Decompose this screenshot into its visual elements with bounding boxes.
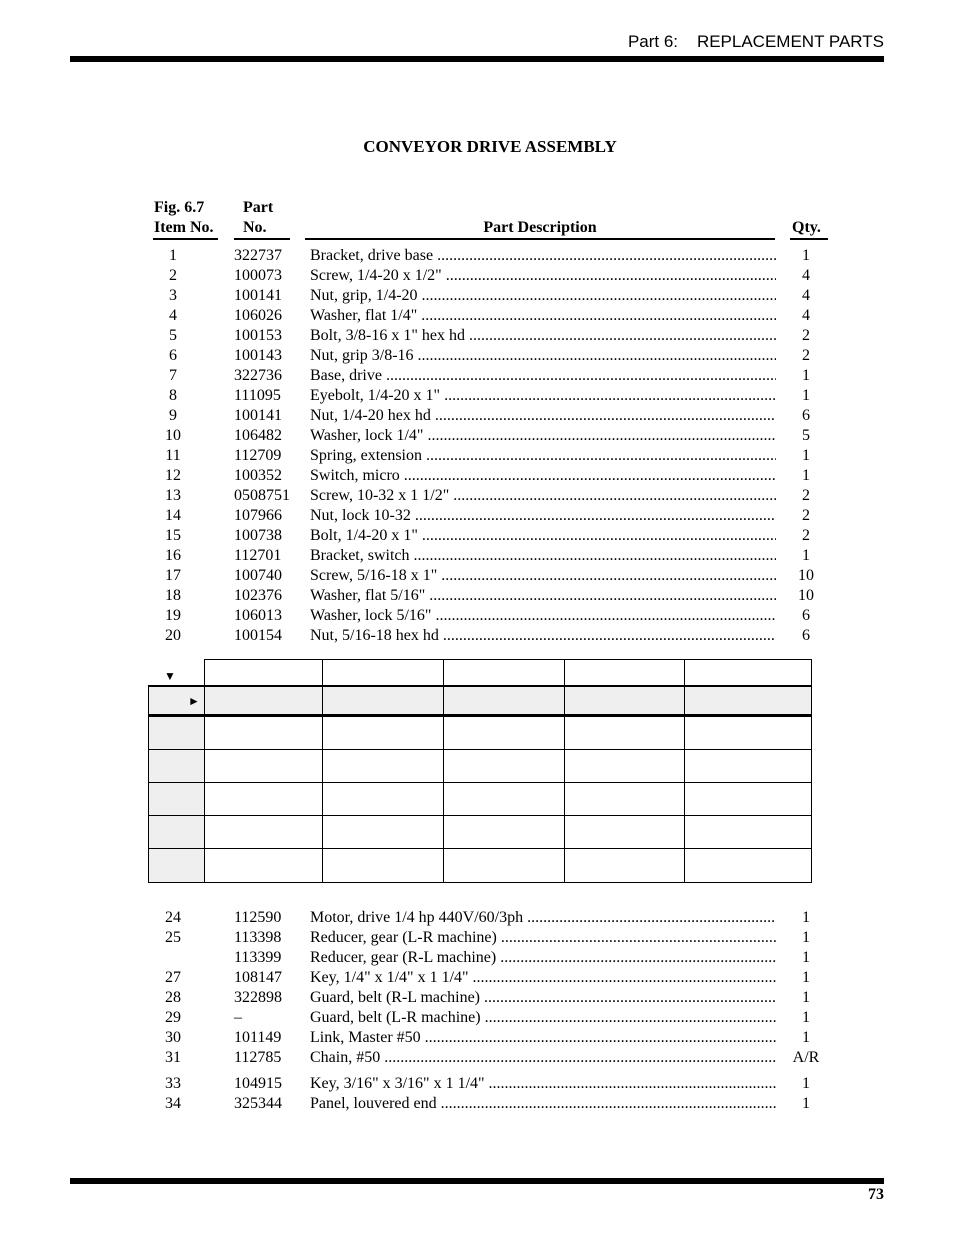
grid-cell [204,815,322,848]
part-no-header [243,198,273,238]
part-quantity: 1 [802,1095,810,1112]
grid-cell [204,782,322,815]
row-marker-icon: ► [188,694,200,708]
part-quantity: 4 [802,267,810,284]
item-number: 18 [165,587,181,604]
part-description: Bolt, 1/4-20 x 1" ..... [310,526,776,546]
part-number: 100738 [234,527,282,544]
parts-row [0,586,954,606]
parts-row [0,386,954,406]
part-quantity: 6 [802,407,810,424]
part-number: 101149 [234,1029,282,1046]
part-description: Eyebolt, 1/4-20 x 1" ..... [310,386,776,406]
item-number: 7 [169,367,177,384]
section-label: Part 6: [627,32,679,51]
item-number: 34 [165,1095,181,1112]
part-quantity: 1 [802,1075,810,1092]
top-rule [70,56,884,62]
section-title: REPLACEMENT PARTS [696,32,884,51]
item-number: 9 [169,407,177,424]
parts-row [0,366,954,386]
parts-row [0,286,954,306]
parts-row [0,908,954,928]
item-number: 16 [165,547,181,564]
parts-grid-table [148,659,812,883]
parts-row [0,346,954,366]
item-number: 33 [165,1075,181,1092]
part-number: 322736 [234,367,282,384]
running-head [628,32,884,52]
part-number: 325344 [234,1095,282,1112]
parts-row [0,606,954,626]
item-number: 13 [165,487,181,504]
item-number: 24 [165,909,181,926]
parts-row [0,988,954,1008]
part-quantity: 1 [802,989,810,1006]
part-description: Nut, 5/16-18 hex hd ..... [310,626,776,646]
item-number: 5 [169,327,177,344]
parts-row [0,526,954,546]
parts-row [0,546,954,566]
grid-cell [443,659,564,685]
part-number: 100740 [234,567,282,584]
part-number: 100143 [234,347,282,364]
parts-row [0,1028,954,1048]
grid-cell [564,749,684,782]
grid-cell [443,749,564,782]
grid-cell [684,815,812,848]
grid-cell [322,749,443,782]
grid-cell [204,659,322,685]
part-description: Washer, flat 5/16" ..... [310,586,776,606]
part-description: Nut, grip 3/8-16 ..... [310,346,776,366]
part-header-line2: No. [243,219,267,236]
part-quantity: 2 [802,487,810,504]
grid-cell [148,749,204,782]
part-description: Nut, lock 10-32 ..... [310,506,776,526]
part-header-line1: Part [243,199,274,216]
item-number: 11 [165,447,181,464]
grid-cell [204,848,322,883]
part-description: Chain, #50 ..... [310,1048,776,1068]
part-description: Screw, 10-32 x 1 1/2" ..... [310,486,776,506]
grid-cell [322,716,443,749]
grid-cell [443,782,564,815]
parts-row [0,406,954,426]
part-quantity: 1 [802,387,810,404]
item-number: 15 [165,527,181,544]
grid-cell [322,848,443,883]
item-number: 2 [169,267,177,284]
part-description: Spring, extension ..... [310,446,776,466]
part-quantity: 1 [802,909,810,926]
parts-row [0,326,954,346]
grid-cell [684,848,812,883]
parts-row [0,948,954,968]
grid-cell [204,685,322,716]
item-number: 20 [165,627,181,644]
part-header-underline [234,238,290,240]
part-quantity: 6 [802,627,810,644]
parts-row [0,566,954,586]
part-number: 111095 [234,387,281,404]
item-number: 14 [165,507,181,524]
parts-row [0,426,954,446]
part-number: 112785 [234,1049,282,1066]
grid-cell [322,685,443,716]
grid-cell [564,782,684,815]
part-number: 113399 [234,949,282,966]
grid-cell [684,782,812,815]
part-quantity: 1 [802,1029,810,1046]
item-number: 8 [169,387,177,404]
grid-cell [684,716,812,749]
part-number: 106482 [234,427,282,444]
parts-row [0,466,954,486]
part-quantity: 1 [802,1009,810,1026]
column-marker-icon: ▼ [164,669,176,683]
part-number: 106026 [234,307,282,324]
part-description: Bracket, switch ..... [310,546,776,566]
part-number: 113398 [234,929,282,946]
part-description: Reducer, gear (L-R machine) ..... [310,928,776,948]
part-number: 102376 [234,587,282,604]
parts-row [0,626,954,646]
part-description: Nut, 1/4-20 hex hd ..... [310,406,776,426]
item-number: 4 [169,307,177,324]
part-description-header: Part Description [483,219,597,236]
part-description: Base, drive ..... [310,366,776,386]
item-number: 27 [165,969,181,986]
page-number: 73 [868,1186,884,1203]
grid-cell [564,659,684,685]
part-number: 322737 [234,247,282,264]
part-description: Nut, grip, 1/4-20 ..... [310,286,776,306]
parts-row [0,486,954,506]
part-quantity: A/R [792,1049,820,1066]
part-quantity: 1 [802,247,810,264]
item-number: 25 [165,929,181,946]
grid-cell [322,659,443,685]
part-number: 0508751 [234,487,290,504]
part-description: Link, Master #50 ..... [310,1028,776,1048]
parts-row [0,246,954,266]
grid-cell [684,685,812,716]
part-quantity: 2 [802,527,810,544]
part-quantity: 2 [802,327,810,344]
qty-header-underline [790,238,828,240]
parts-row [0,506,954,526]
part-number: 100141 [234,407,282,424]
description-header-underline [305,238,775,240]
part-description: Key, 3/16" x 3/16" x 1 1/4" ..... [310,1074,776,1094]
part-description: Bracket, drive base ..... [310,246,776,266]
parts-row [0,266,954,286]
part-description: Panel, louvered end ..... [310,1094,776,1114]
part-quantity: 1 [802,949,810,966]
parts-row [0,1074,954,1094]
page-title: CONVEYOR DRIVE ASSEMBLY [363,137,617,156]
grid-cell [443,848,564,883]
part-quantity: 1 [802,447,810,464]
grid-cell [204,749,322,782]
grid-cell [564,815,684,848]
part-number: 100141 [234,287,282,304]
part-description: Switch, micro ..... [310,466,776,486]
item-number: 28 [165,989,181,1006]
part-description: Key, 1/4" x 1/4" x 1 1/4" ..... [310,968,776,988]
part-number: 100154 [234,627,282,644]
part-description: Washer, lock 1/4" ..... [310,426,776,446]
parts-row [0,1008,954,1028]
part-description: Washer, lock 5/16" ..... [310,606,776,626]
parts-row [0,446,954,466]
part-number: 112709 [234,447,282,464]
part-quantity: 6 [802,607,810,624]
qty-header: Qty. [792,219,821,236]
item-number: 1 [169,247,177,264]
part-quantity: 10 [798,587,814,604]
grid-cell [684,749,812,782]
part-description: Screw, 1/4-20 x 1/2" ..... [310,266,776,286]
item-number: 3 [169,287,177,304]
part-number: 100153 [234,327,282,344]
parts-row [0,1094,954,1114]
item-number: 17 [165,567,181,584]
item-number: 31 [165,1049,181,1066]
grid-cell [204,716,322,749]
grid-cell [564,848,684,883]
part-quantity: 1 [802,467,810,484]
parts-row [0,968,954,988]
part-description: Motor, drive 1/4 hp 440V/60/3ph ..... [310,908,776,928]
grid-cell [564,716,684,749]
part-quantity: 5 [802,427,810,444]
item-header-line2: Item No. [154,219,214,236]
bottom-rule [70,1178,884,1184]
part-number: 104915 [234,1075,282,1092]
grid-cell [322,815,443,848]
part-quantity: 2 [802,507,810,524]
parts-row [0,928,954,948]
item-number: 30 [165,1029,181,1046]
part-description: Reducer, gear (R-L machine) ..... [310,948,776,968]
grid-cell [443,815,564,848]
part-description: Bolt, 3/8-16 x 1" hex hd ..... [310,326,776,346]
part-quantity: 1 [802,547,810,564]
part-number: 100073 [234,267,282,284]
part-quantity: 1 [802,969,810,986]
part-number: 106013 [234,607,282,624]
item-number: 6 [169,347,177,364]
part-quantity: 4 [802,307,810,324]
item-header-underline [153,238,218,240]
part-quantity: 4 [802,287,810,304]
part-description: Guard, belt (R-L machine) ..... [310,988,776,1008]
part-quantity: 2 [802,347,810,364]
parts-row [0,306,954,326]
grid-cell [148,716,204,749]
grid-cell [564,685,684,716]
part-number: 322898 [234,989,282,1006]
parts-row [0,1048,954,1068]
part-quantity: 1 [802,929,810,946]
part-number: 112590 [234,909,282,926]
part-number: 100352 [234,467,282,484]
item-header-line1: Fig. 6.7 [154,199,205,216]
grid-cell [684,659,812,685]
item-number: 29 [165,1009,181,1026]
grid-cell [443,716,564,749]
part-number: 112701 [234,547,282,564]
part-description: Washer, flat 1/4" ..... [310,306,776,326]
part-number: – [234,1009,242,1026]
part-description: Screw, 5/16-18 x 1" ..... [310,566,776,586]
item-number: 12 [165,467,181,484]
grid-cell [148,782,204,815]
part-number: 107966 [234,507,282,524]
grid-cell [322,782,443,815]
item-number: 10 [165,427,181,444]
grid-cell [148,815,204,848]
item-number: 19 [165,607,181,624]
part-number: 108147 [234,969,282,986]
grid-cell [148,848,204,883]
part-quantity: 10 [798,567,814,584]
part-description: Guard, belt (L-R machine) ..... [310,1008,776,1028]
grid-cell [443,685,564,716]
item-no-header [154,198,214,238]
part-quantity: 1 [802,367,810,384]
